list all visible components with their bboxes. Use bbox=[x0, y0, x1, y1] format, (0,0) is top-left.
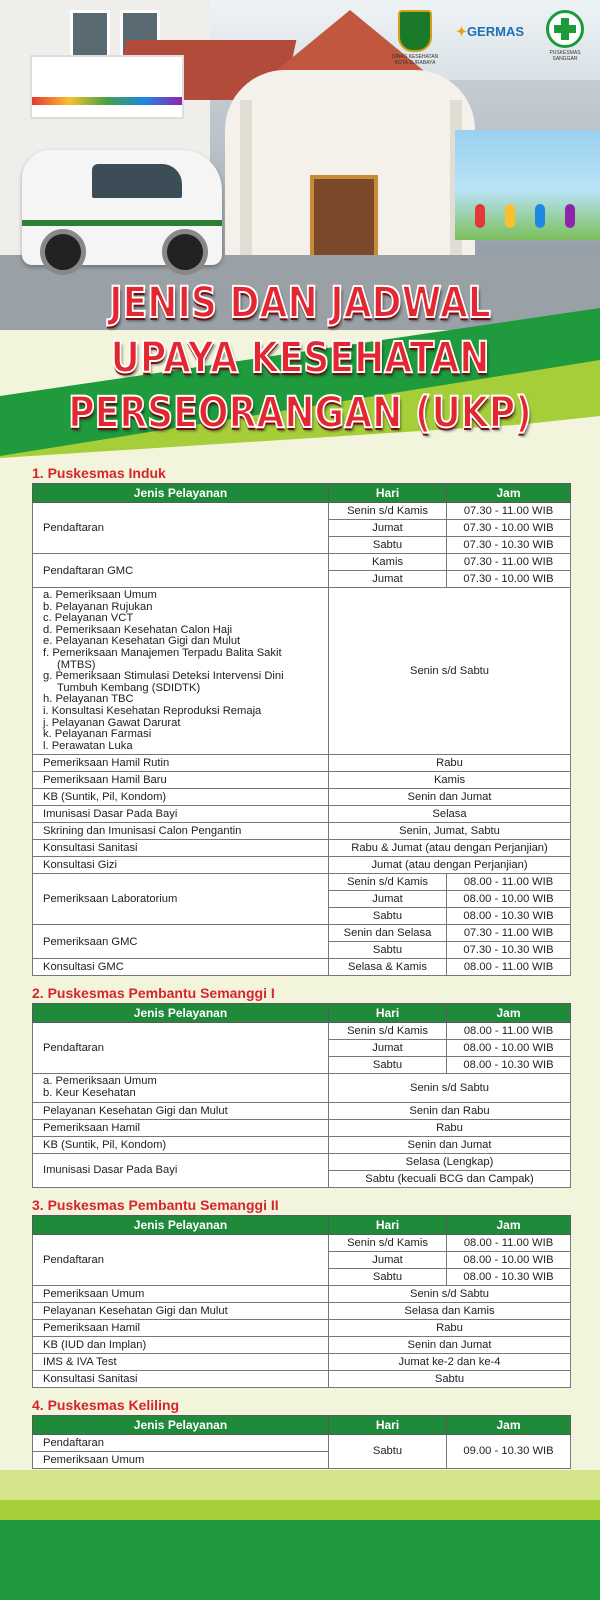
day-cell: Senin s/d Sabtu bbox=[329, 1074, 571, 1102]
time-cell: 08.00 - 10.30 WIB bbox=[447, 908, 571, 925]
day-cell: Sabtu bbox=[329, 1268, 447, 1285]
table-header-row bbox=[33, 484, 571, 503]
service-cell: Konsultasi Sanitasi bbox=[33, 840, 329, 857]
day-cell: Jumat (atau dengan Perjanjian) bbox=[329, 857, 571, 874]
day-cell: Senin dan Jumat bbox=[329, 1336, 571, 1353]
table-row bbox=[33, 874, 571, 891]
header-service: Jenis Pelayanan bbox=[33, 1215, 329, 1234]
table-row bbox=[33, 857, 571, 874]
section-title: 3. Puskesmas Pembantu Semanggi II bbox=[32, 1196, 279, 1213]
schedule-content bbox=[32, 463, 570, 1469]
table-row bbox=[33, 1234, 571, 1251]
day-cell: Sabtu bbox=[329, 908, 447, 925]
service-item: l. Perawatan Luka bbox=[43, 739, 133, 752]
service-cell: KB (Suntik, Pil, Kondom) bbox=[33, 1136, 329, 1153]
service-item: Tumbuh Kembang (SDIDTK) bbox=[57, 681, 201, 694]
logo-bar bbox=[388, 10, 592, 66]
germas-logo bbox=[456, 10, 524, 40]
day-cell: Selasa & Kamis bbox=[329, 959, 447, 976]
day-cell: Senin dan Jumat bbox=[329, 789, 571, 806]
service-list-cell bbox=[33, 588, 329, 755]
day-cell: Jumat ke-2 dan ke-4 bbox=[329, 1353, 571, 1370]
table-header-row bbox=[33, 1004, 571, 1023]
time-cell: 08.00 - 10.00 WIB bbox=[447, 891, 571, 908]
time-cell: 08.00 - 11.00 WIB bbox=[447, 1234, 571, 1251]
header-time: Jam bbox=[447, 484, 571, 503]
time-cell: 07.30 - 10.30 WIB bbox=[447, 942, 571, 959]
service-item: d. Pemeriksaan Kesehatan Calon Haji bbox=[43, 623, 233, 636]
service-cell: Pemeriksaan Hamil Baru bbox=[33, 772, 329, 789]
time-cell: 08.00 - 10.30 WIB bbox=[447, 1057, 571, 1074]
time-cell: 07.30 - 11.00 WIB bbox=[447, 554, 571, 571]
title-line-3: PERSEORANGAN (UKP) bbox=[68, 388, 532, 438]
table-row bbox=[33, 959, 571, 976]
table-row bbox=[33, 823, 571, 840]
schedule-table-semanggi-1 bbox=[32, 1003, 571, 1187]
service-cell: Pendaftaran GMC bbox=[33, 554, 329, 588]
day-cell: Sabtu bbox=[329, 1434, 447, 1468]
time-cell: 07.30 - 11.00 WIB bbox=[447, 503, 571, 520]
header-day: Hari bbox=[329, 1215, 447, 1234]
day-cell: Senin dan Jumat bbox=[329, 1136, 571, 1153]
service-item: k. Pelayanan Farmasi bbox=[43, 728, 152, 741]
table-row bbox=[33, 1153, 571, 1170]
time-cell: 08.00 - 11.00 WIB bbox=[447, 874, 571, 891]
pillar bbox=[240, 100, 252, 260]
service-cell: KB (IUD dan Implan) bbox=[33, 1336, 329, 1353]
table-row bbox=[33, 789, 571, 806]
day-cell: Jumat bbox=[329, 1251, 447, 1268]
day-cell: Jumat bbox=[329, 1040, 447, 1057]
header-service: Jenis Pelayanan bbox=[33, 484, 329, 503]
day-cell: Jumat bbox=[329, 520, 447, 537]
page-title bbox=[48, 276, 552, 441]
table-row bbox=[33, 772, 571, 789]
time-cell: 07.30 - 10.00 WIB bbox=[447, 520, 571, 537]
header-day: Hari bbox=[329, 1415, 447, 1434]
table-row bbox=[33, 755, 571, 772]
wall-mural bbox=[455, 130, 600, 240]
schedule-table-semanggi-2 bbox=[32, 1215, 571, 1388]
service-item: j. Pelayanan Gawat Darurat bbox=[43, 716, 181, 729]
day-cell: Kamis bbox=[329, 554, 447, 571]
service-cell: Imunisasi Dasar Pada Bayi bbox=[33, 1153, 329, 1187]
crest-icon bbox=[398, 10, 432, 52]
time-cell: 08.00 - 10.00 WIB bbox=[447, 1251, 571, 1268]
service-list-cell bbox=[33, 1074, 329, 1102]
table-row bbox=[33, 1319, 571, 1336]
day-cell: Sabtu bbox=[329, 1057, 447, 1074]
service-cell: Pemeriksaan Laboratorium bbox=[33, 874, 329, 925]
header-time: Jam bbox=[447, 1415, 571, 1434]
service-cell: Imunisasi Dasar Pada Bayi bbox=[33, 806, 329, 823]
section-title: 1. Puskesmas Induk bbox=[32, 465, 166, 481]
day-cell: Jumat bbox=[329, 891, 447, 908]
service-cell: Konsultasi Gizi bbox=[33, 857, 329, 874]
time-cell: 09.00 - 10.30 WIB bbox=[447, 1434, 571, 1468]
health-cross-icon bbox=[546, 10, 584, 48]
header-time: Jam bbox=[447, 1215, 571, 1234]
service-cell: Konsultasi Sanitasi bbox=[33, 1370, 329, 1387]
day-cell: Rabu bbox=[329, 1319, 571, 1336]
day-cell: Senin s/d Sabtu bbox=[329, 588, 571, 755]
day-cell: Senin, Jumat, Sabtu bbox=[329, 823, 571, 840]
table-row bbox=[33, 554, 571, 571]
table-row bbox=[33, 1102, 571, 1119]
header-day: Hari bbox=[329, 1004, 447, 1023]
day-cell: Senin s/d Kamis bbox=[329, 874, 447, 891]
service-item: f. Pemeriksaan Manajemen Terpadu Balita Sakit bbox=[43, 646, 282, 659]
service-item: (MTBS) bbox=[57, 658, 96, 671]
table-row bbox=[33, 1136, 571, 1153]
service-cell: Konsultasi GMC bbox=[33, 959, 329, 976]
time-cell: 08.00 - 10.00 WIB bbox=[447, 1040, 571, 1057]
footer-band-lime bbox=[0, 1500, 600, 1520]
time-cell: 08.00 - 11.00 WIB bbox=[447, 1023, 571, 1040]
time-cell: 08.00 - 10.30 WIB bbox=[447, 1268, 571, 1285]
table-row bbox=[33, 1074, 571, 1102]
day-cell: Sabtu bbox=[329, 1370, 571, 1387]
day-cell: Selasa bbox=[329, 806, 571, 823]
time-cell: 08.00 - 11.00 WIB bbox=[447, 959, 571, 976]
title-line-2: UPAYA KESEHATAN bbox=[110, 333, 490, 383]
service-cell: Pelayanan Kesehatan Gigi dan Mulut bbox=[33, 1102, 329, 1119]
day-cell: Kamis bbox=[329, 772, 571, 789]
table-row bbox=[33, 588, 571, 755]
service-item: g. Pemeriksaan Stimulasi Deteksi Intervensi Dini bbox=[43, 670, 284, 683]
day-cell: Sabtu bbox=[329, 537, 447, 554]
header-time: Jam bbox=[447, 1004, 571, 1023]
footer-band-light bbox=[0, 1470, 600, 1500]
banner-sign bbox=[30, 55, 184, 119]
day-cell: Senin s/d Kamis bbox=[329, 1023, 447, 1040]
header-service: Jenis Pelayanan bbox=[33, 1415, 329, 1434]
service-item: a. Pemeriksaan Umum bbox=[43, 1075, 157, 1088]
section-title: 2. Puskesmas Pembantu Semanggi I bbox=[32, 985, 275, 1002]
service-cell: Pemeriksaan Hamil bbox=[33, 1319, 329, 1336]
day-cell: Sabtu (kecuali BCG dan Campak) bbox=[329, 1170, 571, 1187]
service-cell: Pelayanan Kesehatan Gigi dan Mulut bbox=[33, 1302, 329, 1319]
table-row bbox=[33, 806, 571, 823]
service-cell: Pendaftaran bbox=[33, 1023, 329, 1074]
service-cell: Pendaftaran bbox=[33, 503, 329, 554]
service-cell: KB (Suntik, Pil, Kondom) bbox=[33, 789, 329, 806]
service-cell: Pendaftaran bbox=[33, 1434, 329, 1451]
day-cell: Rabu & Jumat (atau dengan Perjanjian) bbox=[329, 840, 571, 857]
day-cell: Jumat bbox=[329, 571, 447, 588]
day-cell: Senin s/d Kamis bbox=[329, 1234, 447, 1251]
day-cell: Rabu bbox=[329, 755, 571, 772]
day-cell: Selasa (Lengkap) bbox=[329, 1153, 571, 1170]
service-cell: IMS & IVA Test bbox=[33, 1353, 329, 1370]
table-header-row bbox=[33, 1215, 571, 1234]
table-row bbox=[33, 925, 571, 942]
footer-band-green bbox=[0, 1520, 600, 1600]
table-row bbox=[33, 503, 571, 520]
table-row bbox=[33, 1285, 571, 1302]
table-row bbox=[33, 1302, 571, 1319]
day-cell: Sabtu bbox=[329, 942, 447, 959]
day-cell: Senin dan Rabu bbox=[329, 1102, 571, 1119]
germas-mark-icon: ✦ bbox=[456, 24, 467, 39]
time-cell: 07.30 - 10.30 WIB bbox=[447, 537, 571, 554]
dinkes-logo bbox=[388, 10, 442, 66]
service-cell: Pemeriksaan GMC bbox=[33, 925, 329, 959]
table-row bbox=[33, 1023, 571, 1040]
table-row bbox=[33, 840, 571, 857]
header-day: Hari bbox=[329, 484, 447, 503]
dinkes-caption: DINAS KESEHATAN KOTA SURABAYA bbox=[391, 54, 439, 66]
service-item: b. Keur Kesehatan bbox=[43, 1086, 136, 1099]
table-row bbox=[33, 1353, 571, 1370]
ambulance bbox=[22, 150, 222, 265]
service-cell: Pemeriksaan Hamil bbox=[33, 1119, 329, 1136]
service-item: c. Pelayanan VCT bbox=[43, 612, 134, 625]
schedule-table-puskesmas-induk bbox=[32, 483, 571, 976]
day-cell: Senin s/d Kamis bbox=[329, 503, 447, 520]
service-cell: Pemeriksaan Umum bbox=[33, 1451, 329, 1468]
day-cell: Selasa dan Kamis bbox=[329, 1302, 571, 1319]
day-cell: Rabu bbox=[329, 1119, 571, 1136]
day-cell: Senin dan Selasa bbox=[329, 925, 447, 942]
service-item: a. Pemeriksaan Umum bbox=[43, 589, 157, 601]
table-row bbox=[33, 1336, 571, 1353]
schedule-table-keliling bbox=[32, 1415, 571, 1469]
service-cell: Pendaftaran bbox=[33, 1234, 329, 1285]
title-line-1: JENIS DAN JADWAL bbox=[109, 278, 491, 328]
service-item: h. Pelayanan TBC bbox=[43, 693, 134, 706]
service-item: i. Konsultasi Kesehatan Reproduksi Remaja bbox=[43, 704, 262, 717]
day-cell: Senin s/d Sabtu bbox=[329, 1285, 571, 1302]
puskesmas-logo bbox=[538, 10, 592, 62]
service-cell: Skrining dan Imunisasi Calon Pengantin bbox=[33, 823, 329, 840]
front-door bbox=[310, 175, 378, 263]
service-cell: Pemeriksaan Hamil Rutin bbox=[33, 755, 329, 772]
service-cell: Pemeriksaan Umum bbox=[33, 1285, 329, 1302]
time-cell: 07.30 - 11.00 WIB bbox=[447, 925, 571, 942]
table-row bbox=[33, 1370, 571, 1387]
service-item: b. Pelayanan Rujukan bbox=[43, 600, 153, 613]
service-item: e. Pelayanan Kesehatan Gigi dan Mulut bbox=[43, 635, 241, 648]
table-row bbox=[33, 1434, 571, 1451]
germas-caption: GERMAS bbox=[466, 24, 524, 39]
section-title: 4. Puskesmas Keliling bbox=[32, 1396, 180, 1413]
puskesmas-caption: PUSKESMAS SANGGAR bbox=[549, 50, 581, 62]
table-header-row bbox=[33, 1415, 571, 1434]
time-cell: 07.30 - 10.00 WIB bbox=[447, 571, 571, 588]
header-service: Jenis Pelayanan bbox=[33, 1004, 329, 1023]
table-row bbox=[33, 1119, 571, 1136]
